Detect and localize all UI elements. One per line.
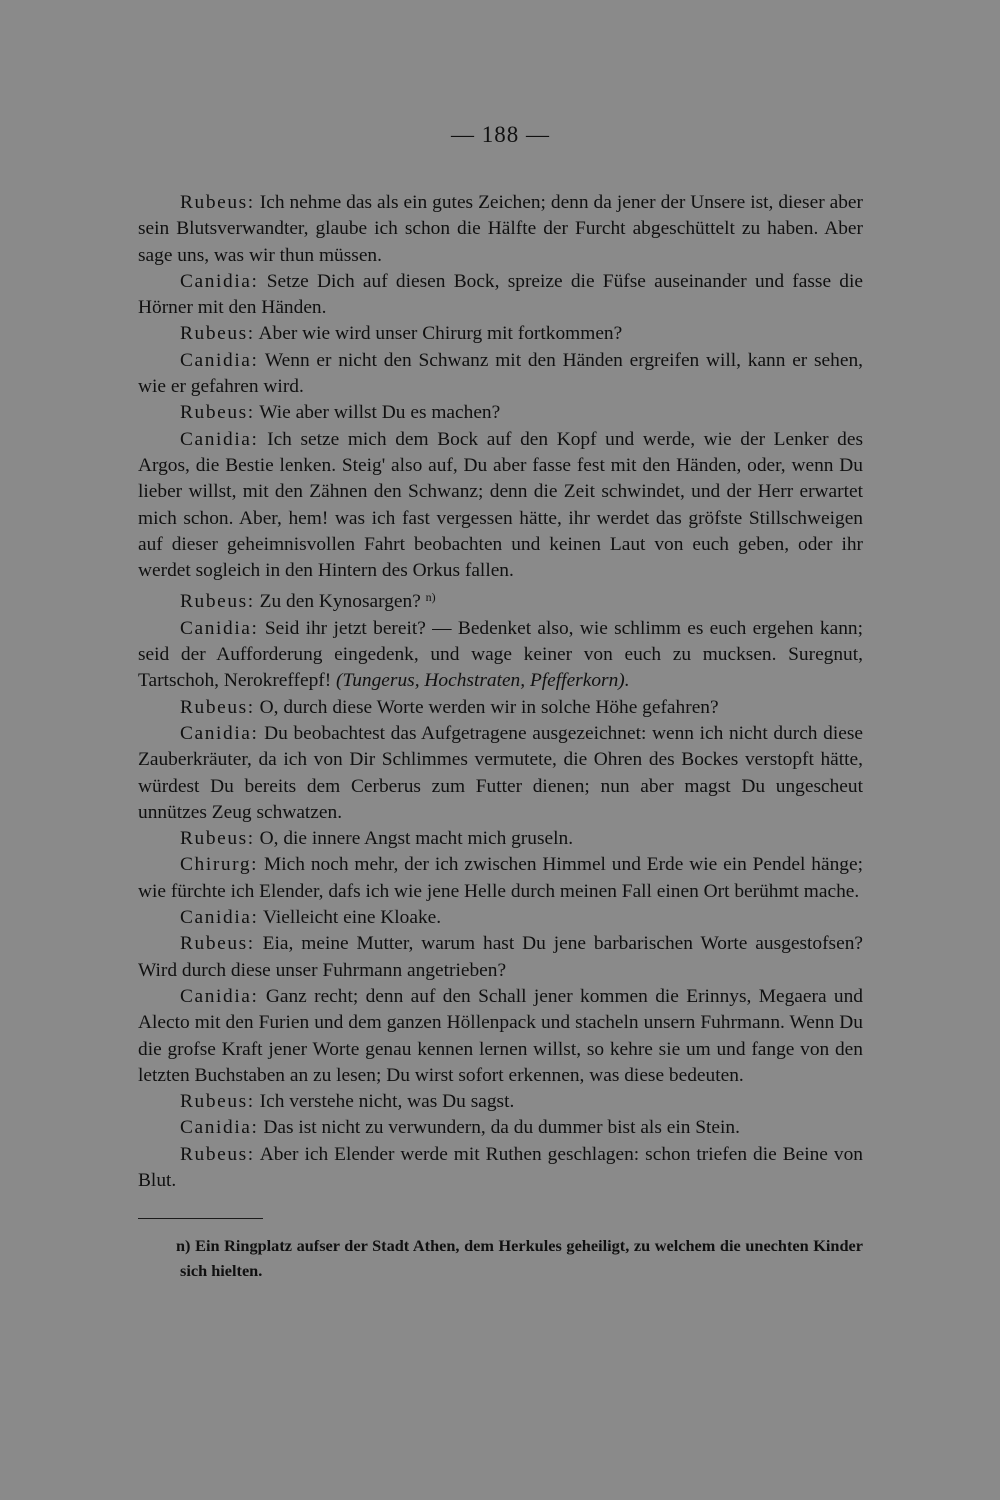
dialogue-text [138,190,863,1194]
speaker-label: Canidia: [180,428,259,450]
paragraph [138,400,863,426]
speaker-label: Rubeus: [180,192,255,213]
paragraph [138,905,863,931]
italic-gloss: (Tungerus, Hochstraten, Pfefferkorn). [336,670,630,692]
speaker-label: Canidia: [180,1117,259,1139]
paragraph [138,721,863,826]
speech-text: Ganz recht; denn auf den Schall jener kommen die Erinnys, Megaera und Alecto mit den Furien und dem ganzen Höllenpack und stacheln unsern Fuhrmann. Wenn Du die grofse Kraft jener Worte genau kennen lernen willst, so kehre sie um und fange von den letzten Buchstaben an zu lesen; Du wirst sofort erkennen, was diese bedeuten. [138,985,863,1086]
speaker-label: Canidia: [180,722,259,744]
speech-text: Ich setze mich dem Bock auf den Kopf und werde, wie der Lenker des Argos, die Bestie lenken. Steig' also auf, Du aber fasse fest mit den Händen, oder, wenn Du lieber willst, mit den Zähnen den Schwanz; denn die Zeit schwindet, und der Herr erwartet mich schon. Aber, hem! was ich fast vergessen hätte, ihr werdet das gröfste Stillschweigen auf dieser geheimnisvollen Fahrt beobachten und keinen Laut von euch geben, oder ihr werdet sogleich in den Hintern des Orkus fallen. [138,428,863,582]
speaker-label: Rubeus: [180,402,255,424]
book-page [138,118,863,1283]
speaker-label: Canidia: [180,617,259,639]
paragraph [138,269,863,322]
speaker-label: Rubeus: [180,1091,255,1113]
paragraph [138,1142,863,1195]
footnote [138,1233,863,1283]
paragraph [138,348,863,401]
speech-text: Eia, meine Mutter, warum hast Du jene barbarischen Worte ausgestofsen? Wird durch diese unser Fuhrmann angetrieben? [138,933,863,981]
speaker-label: Rubeus: [180,696,255,718]
speaker-label: Rubeus: [180,933,255,955]
paragraph [138,852,863,905]
speaker-label: Canidia: [180,985,259,1007]
footnote-text: Ein Ringplatz aufser der Stadt Athen, dem Herkules geheiligt, zu welchem die unechten Kinder sich hielten. [180,1236,863,1281]
speaker-label: Rubeus: [180,828,255,850]
speaker-label: Canidia: [180,907,259,929]
paragraph [138,695,863,721]
speech-text: O, die innere Angst macht mich gruseln. [259,828,574,850]
speech-text: Ich nehme das als ein gutes Zeichen; denn da jener der Unsere ist, dieser aber sein Blutsverwandter, glaube ich schon die Hälfte der Furcht abgeschüttelt zu haben. Aber sage uns, was wir thun müssen. [138,192,863,266]
speaker-label: Rubeus: [180,591,255,613]
speech-text: Setze Dich auf diesen Bock, spreize die Füfse auseinander und fasse die Hörner mit den Händen. [138,270,863,319]
paragraph [138,984,863,1089]
speaker-label: Canidia: [180,270,259,292]
speaker-label: Rubeus: [180,323,255,345]
speaker-label: Chirurg: [180,854,259,876]
footnote-divider [138,1218,263,1219]
paragraph [138,190,863,269]
paragraph [138,427,863,585]
speech-text: Vielleicht eine Kloake. [263,907,442,929]
paragraph [138,931,863,984]
page-number: — 188 — [451,122,550,147]
paragraph [138,1089,863,1115]
speech-text: Du beobachtest das Aufgetragene ausgezeichnet: wenn ich nicht durch diese Zauberkräuter, da ich von Dir Schlimmes vermutete, die Ohren des Bockes verstopft hätte, würdest Du bereits dem Cerberus zum Futter dienen; nun aber magst Du ungescheut unnützes Zeug schwatzen. [138,722,863,823]
speaker-label: Canidia: [180,349,259,371]
speech-text: Das ist nicht zu verwundern, da du dummer bist als ein Stein. [263,1117,740,1139]
paragraph [138,1115,863,1141]
speech-text: Aber wie wird unser Chirurg mit fortkommen? [258,323,623,345]
speech-text: Aber ich Elender werde mit Ruthen geschlagen: schon triefen die Beine von Blut. [138,1143,863,1191]
speaker-label: Rubeus: [180,1143,255,1165]
paragraph [138,616,863,695]
speech-text: Zu den Kynosargen? [259,591,421,613]
speech-text: Wie aber willst Du es machen? [259,402,501,424]
footnote-marker: n) [176,1236,191,1256]
speech-text: Mich noch mehr, der ich zwischen Himmel und Erde wie ein Pendel hänge; wie fürchte ich Elender, dafs ich wie jene Helle durch meinen Fall einen Ort berühmt mache. [138,854,863,902]
speech-text: O, durch diese Worte werden wir in solche Höhe gefahren? [259,696,719,718]
paragraph [138,826,863,852]
speech-text: Ich verstehe nicht, was Du sagst. [259,1091,515,1113]
paragraph [138,321,863,347]
paragraph [138,584,863,615]
footnote-reference: n) [425,590,436,605]
speech-text: Wenn er nicht den Schwanz mit den Händen ergreifen will, kann er sehen, wie er gefahren wird. [138,349,863,398]
speech-text: Seid ihr jetzt bereit? — Bedenket also, wie schlimm es euch ergehen kann; seid der Aufforderung eingedenk, und wage keiner von euch zu mucksen. Suregnut, Tartschoh, Nerokreffepf! [138,617,863,692]
